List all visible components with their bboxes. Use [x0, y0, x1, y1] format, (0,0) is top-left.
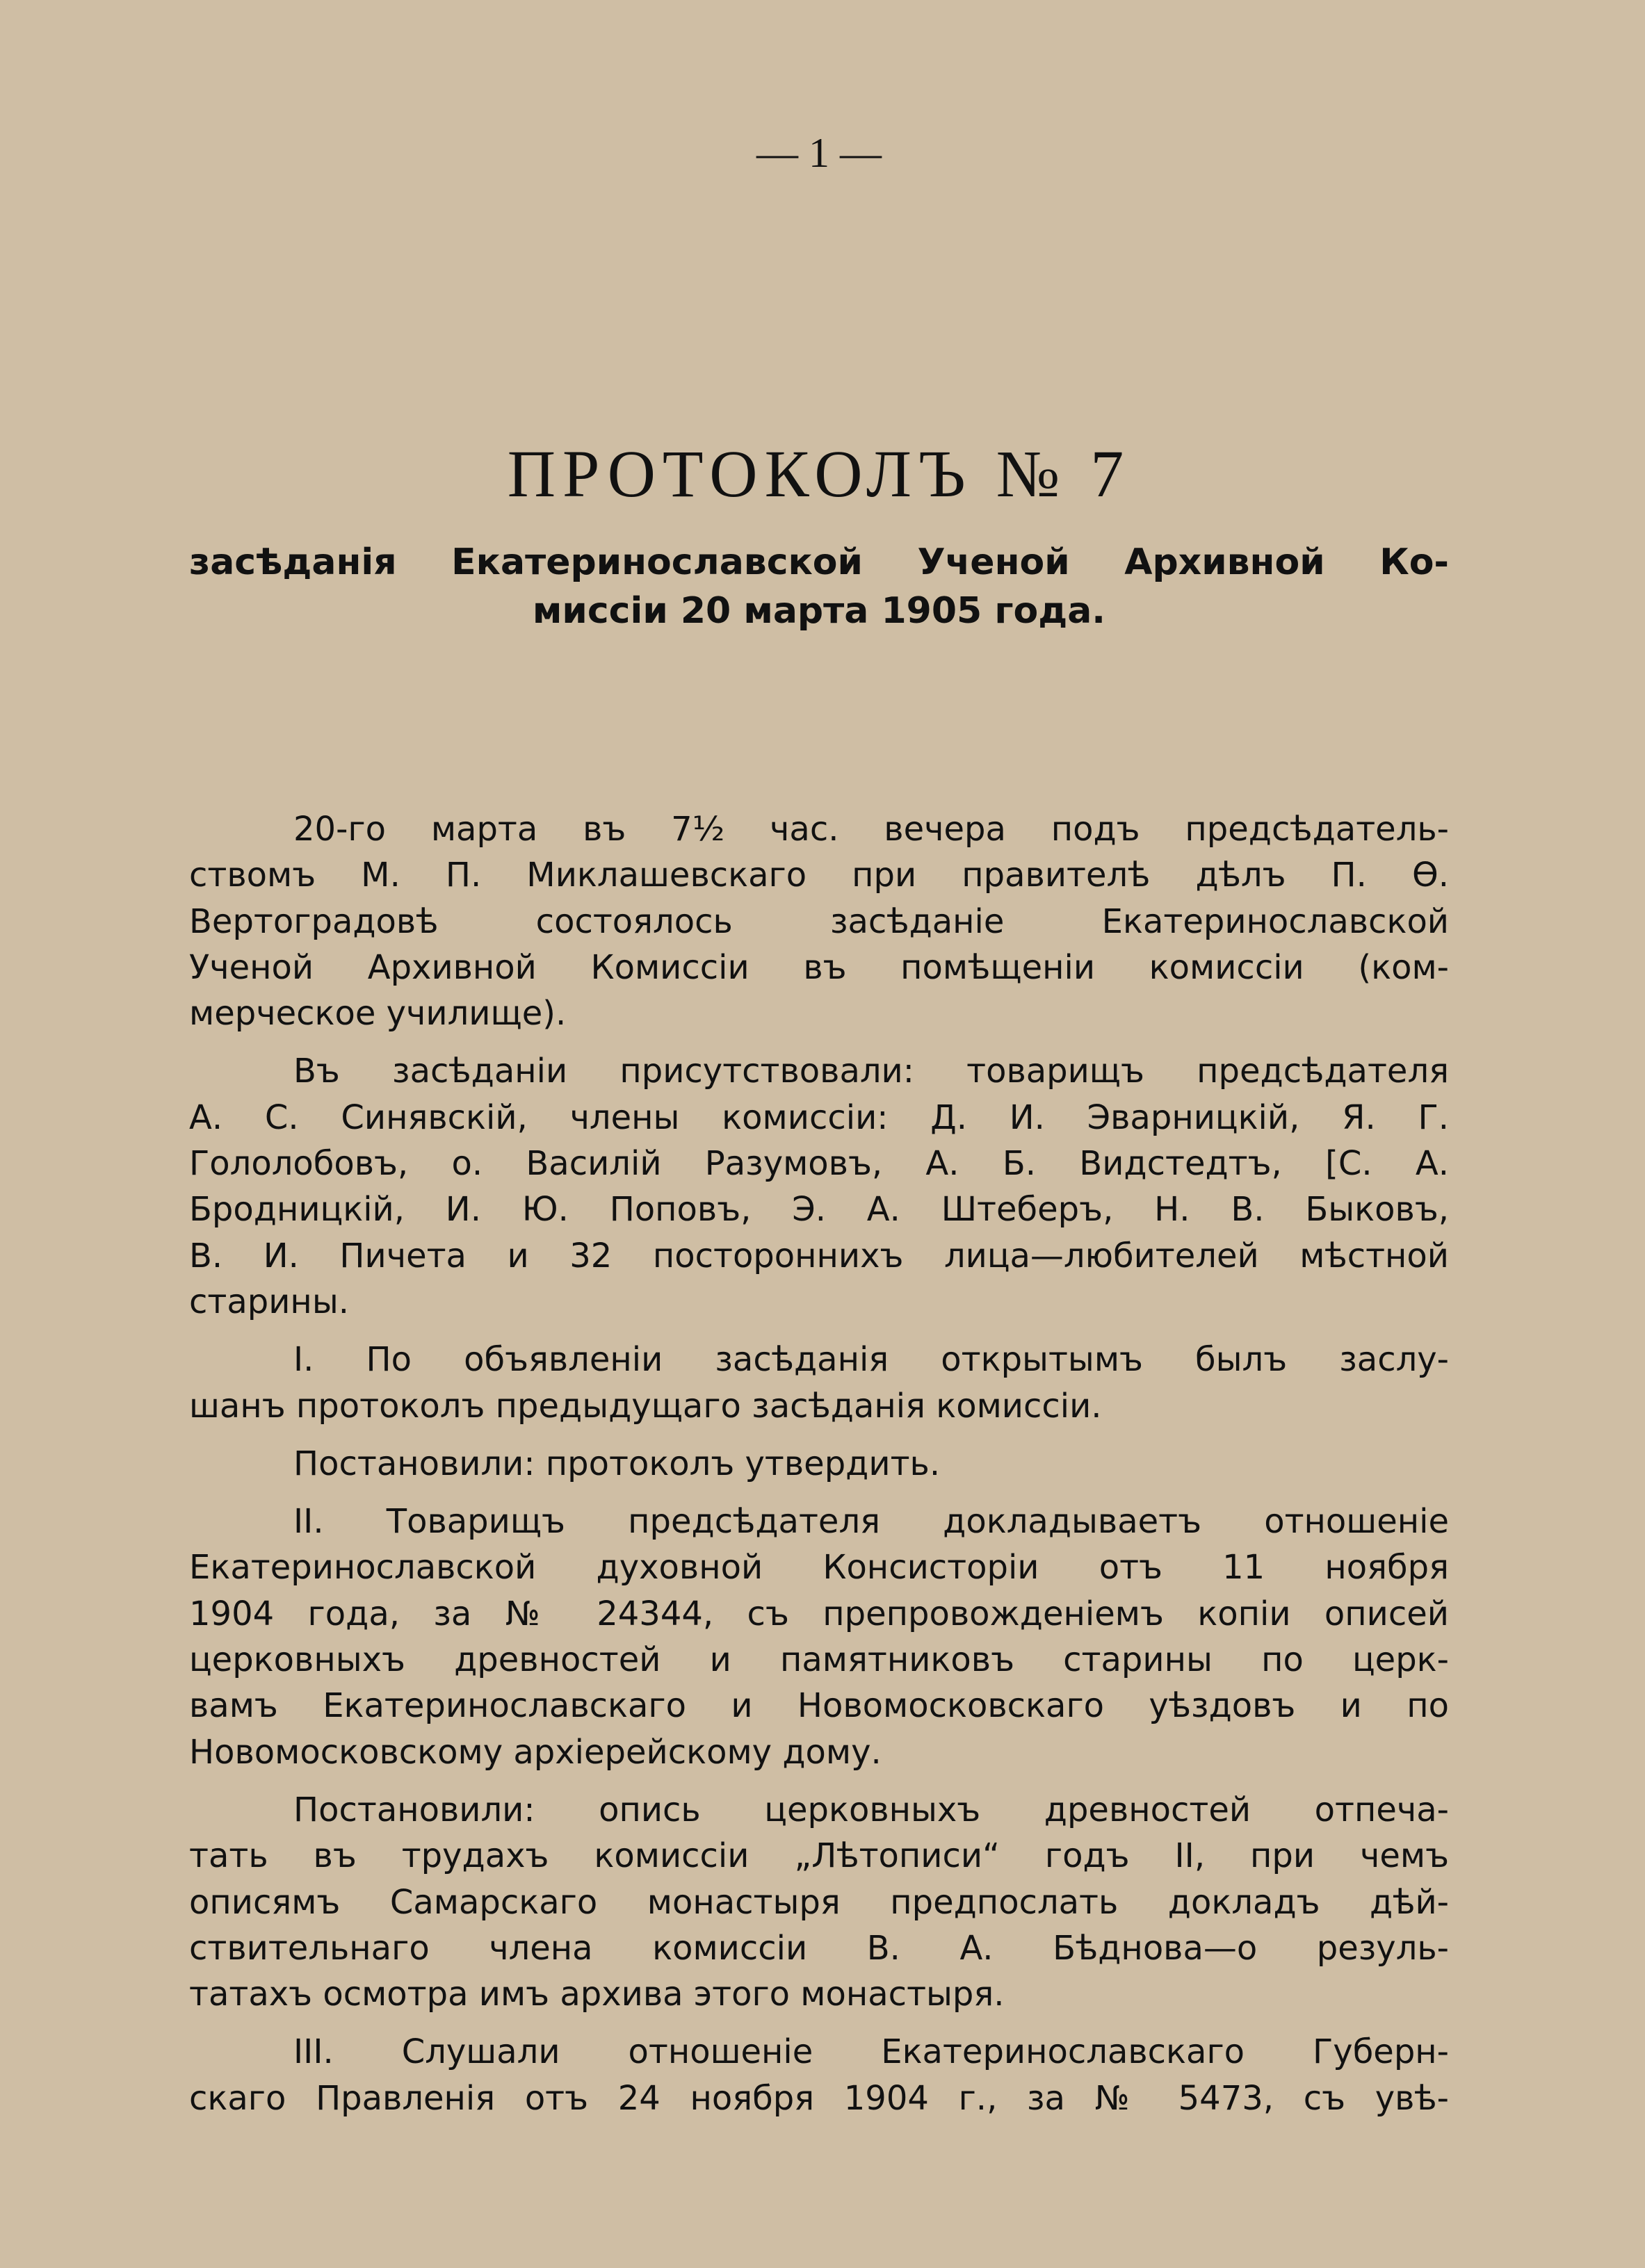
text-line: 1904 года, за № 24344, съ препровожденіемъ копіи описей [189, 1594, 1449, 1633]
text-line: 20-го марта въ 7½ час. вечера подъ предсѣдатель- [293, 810, 1449, 849]
text-line: церковныхъ древностей и памятниковъ старины по церк- [189, 1640, 1449, 1680]
text-line: Гололобовъ, о. Василій Разумовъ, А. Б. Видстедтъ, [С. А. [189, 1144, 1449, 1184]
text-line: шанъ протоколъ предыдущаго засѣданія комиссіи. [189, 1386, 1102, 1426]
text-line: Постановили: опись церковныхъ древностей отпеча- [293, 1790, 1449, 1829]
text-line: ствительнаго члена комиссіи В. А. Бѣднова—о резуль- [189, 1928, 1449, 1968]
text-line: III. Слушали отношеніе Екатеринославскаго Губерн- [293, 2032, 1449, 2072]
text-line: Новомосковскому архіерейскому дому. [189, 1732, 882, 1772]
text-line: тать въ трудахъ комиссіи „Лѣтописи“ годъ II, при чемъ [189, 1836, 1449, 1876]
paragraph-gap [189, 1487, 1449, 1499]
text-line: Бродницкій, И. Ю. Поповъ, Э. А. Штеберъ, Н. В. Быковъ, [189, 1190, 1449, 1230]
text-line: Постановили: протоколъ утвердить. [293, 1444, 941, 1483]
text-line: Ученой Архивной Комиссіи въ помѣщеніи комиссіи (ком- [189, 947, 1449, 987]
subtitle-line: миссіи 20 марта 1905 года. [532, 590, 1106, 632]
text-line: скаго Правленія отъ 24 ноября 1904 г., за № 5473, съ увѣ- [189, 2078, 1449, 2118]
text-line: II. Товарищъ предсѣдателя докладываетъ отношеніе [293, 1502, 1449, 1542]
paragraph [189, 1048, 1449, 1325]
text-line: Екатеринославской духовной Консисторіи отъ 11 ноября [189, 1548, 1449, 1588]
paragraph [189, 2029, 1449, 2121]
text-line: старины. [189, 1282, 349, 1321]
text-line: Въ засѣданіи присутствовали: товарищъ предсѣдателя [293, 1052, 1449, 1091]
paragraph-gap [189, 1325, 1449, 1337]
text-line: мерческое училище). [189, 994, 567, 1034]
paragraph [189, 806, 1449, 1036]
text-line: Вертоградовѣ состоялось засѣданіе Екатеринославской [189, 902, 1449, 941]
text-line: В. И. Пичета и 32 постороннихъ лица—любителей мѣстной [189, 1236, 1449, 1275]
paragraph-gap [189, 1036, 1449, 1048]
text-line: I. По объявленіи засѣданія открытымъ былъ заслу- [293, 1340, 1449, 1380]
text-line: татахъ осмотра имъ архива этого монастыря. [189, 1975, 1005, 2014]
paragraph-gap [189, 1429, 1449, 1441]
document-body [189, 806, 1449, 2121]
page-title: ПРОТОКОЛЪ № 7 [507, 437, 1131, 511]
paragraph-gap [189, 2017, 1449, 2029]
text-line: ствомъ М. П. Миклашевскаго при правителѣ дѣлъ П. Ѳ. [189, 856, 1449, 895]
subtitle-line: засѣданія Екатеринославской Ученой Архивной Ко- [189, 541, 1449, 583]
document-page [189, 130, 1449, 2118]
page-number: — 1 — [756, 130, 882, 176]
paragraph [189, 1499, 1449, 1775]
text-line: описямъ Самарскаго монастыря предпослать докладъ дѣй- [189, 1882, 1449, 1922]
paragraph-gap [189, 1775, 1449, 1787]
paragraph [189, 1337, 1449, 1429]
paragraph [189, 1441, 1449, 1487]
page-subtitle [189, 538, 1449, 635]
text-line: А. С. Синявскій, члены комиссіи: Д. И. Эварницкій, Я. Г. [189, 1098, 1449, 1137]
text-line: вамъ Екатеринославскаго и Новомосковскаго уѣздовъ и по [189, 1686, 1449, 1726]
paragraph [189, 1787, 1449, 2017]
